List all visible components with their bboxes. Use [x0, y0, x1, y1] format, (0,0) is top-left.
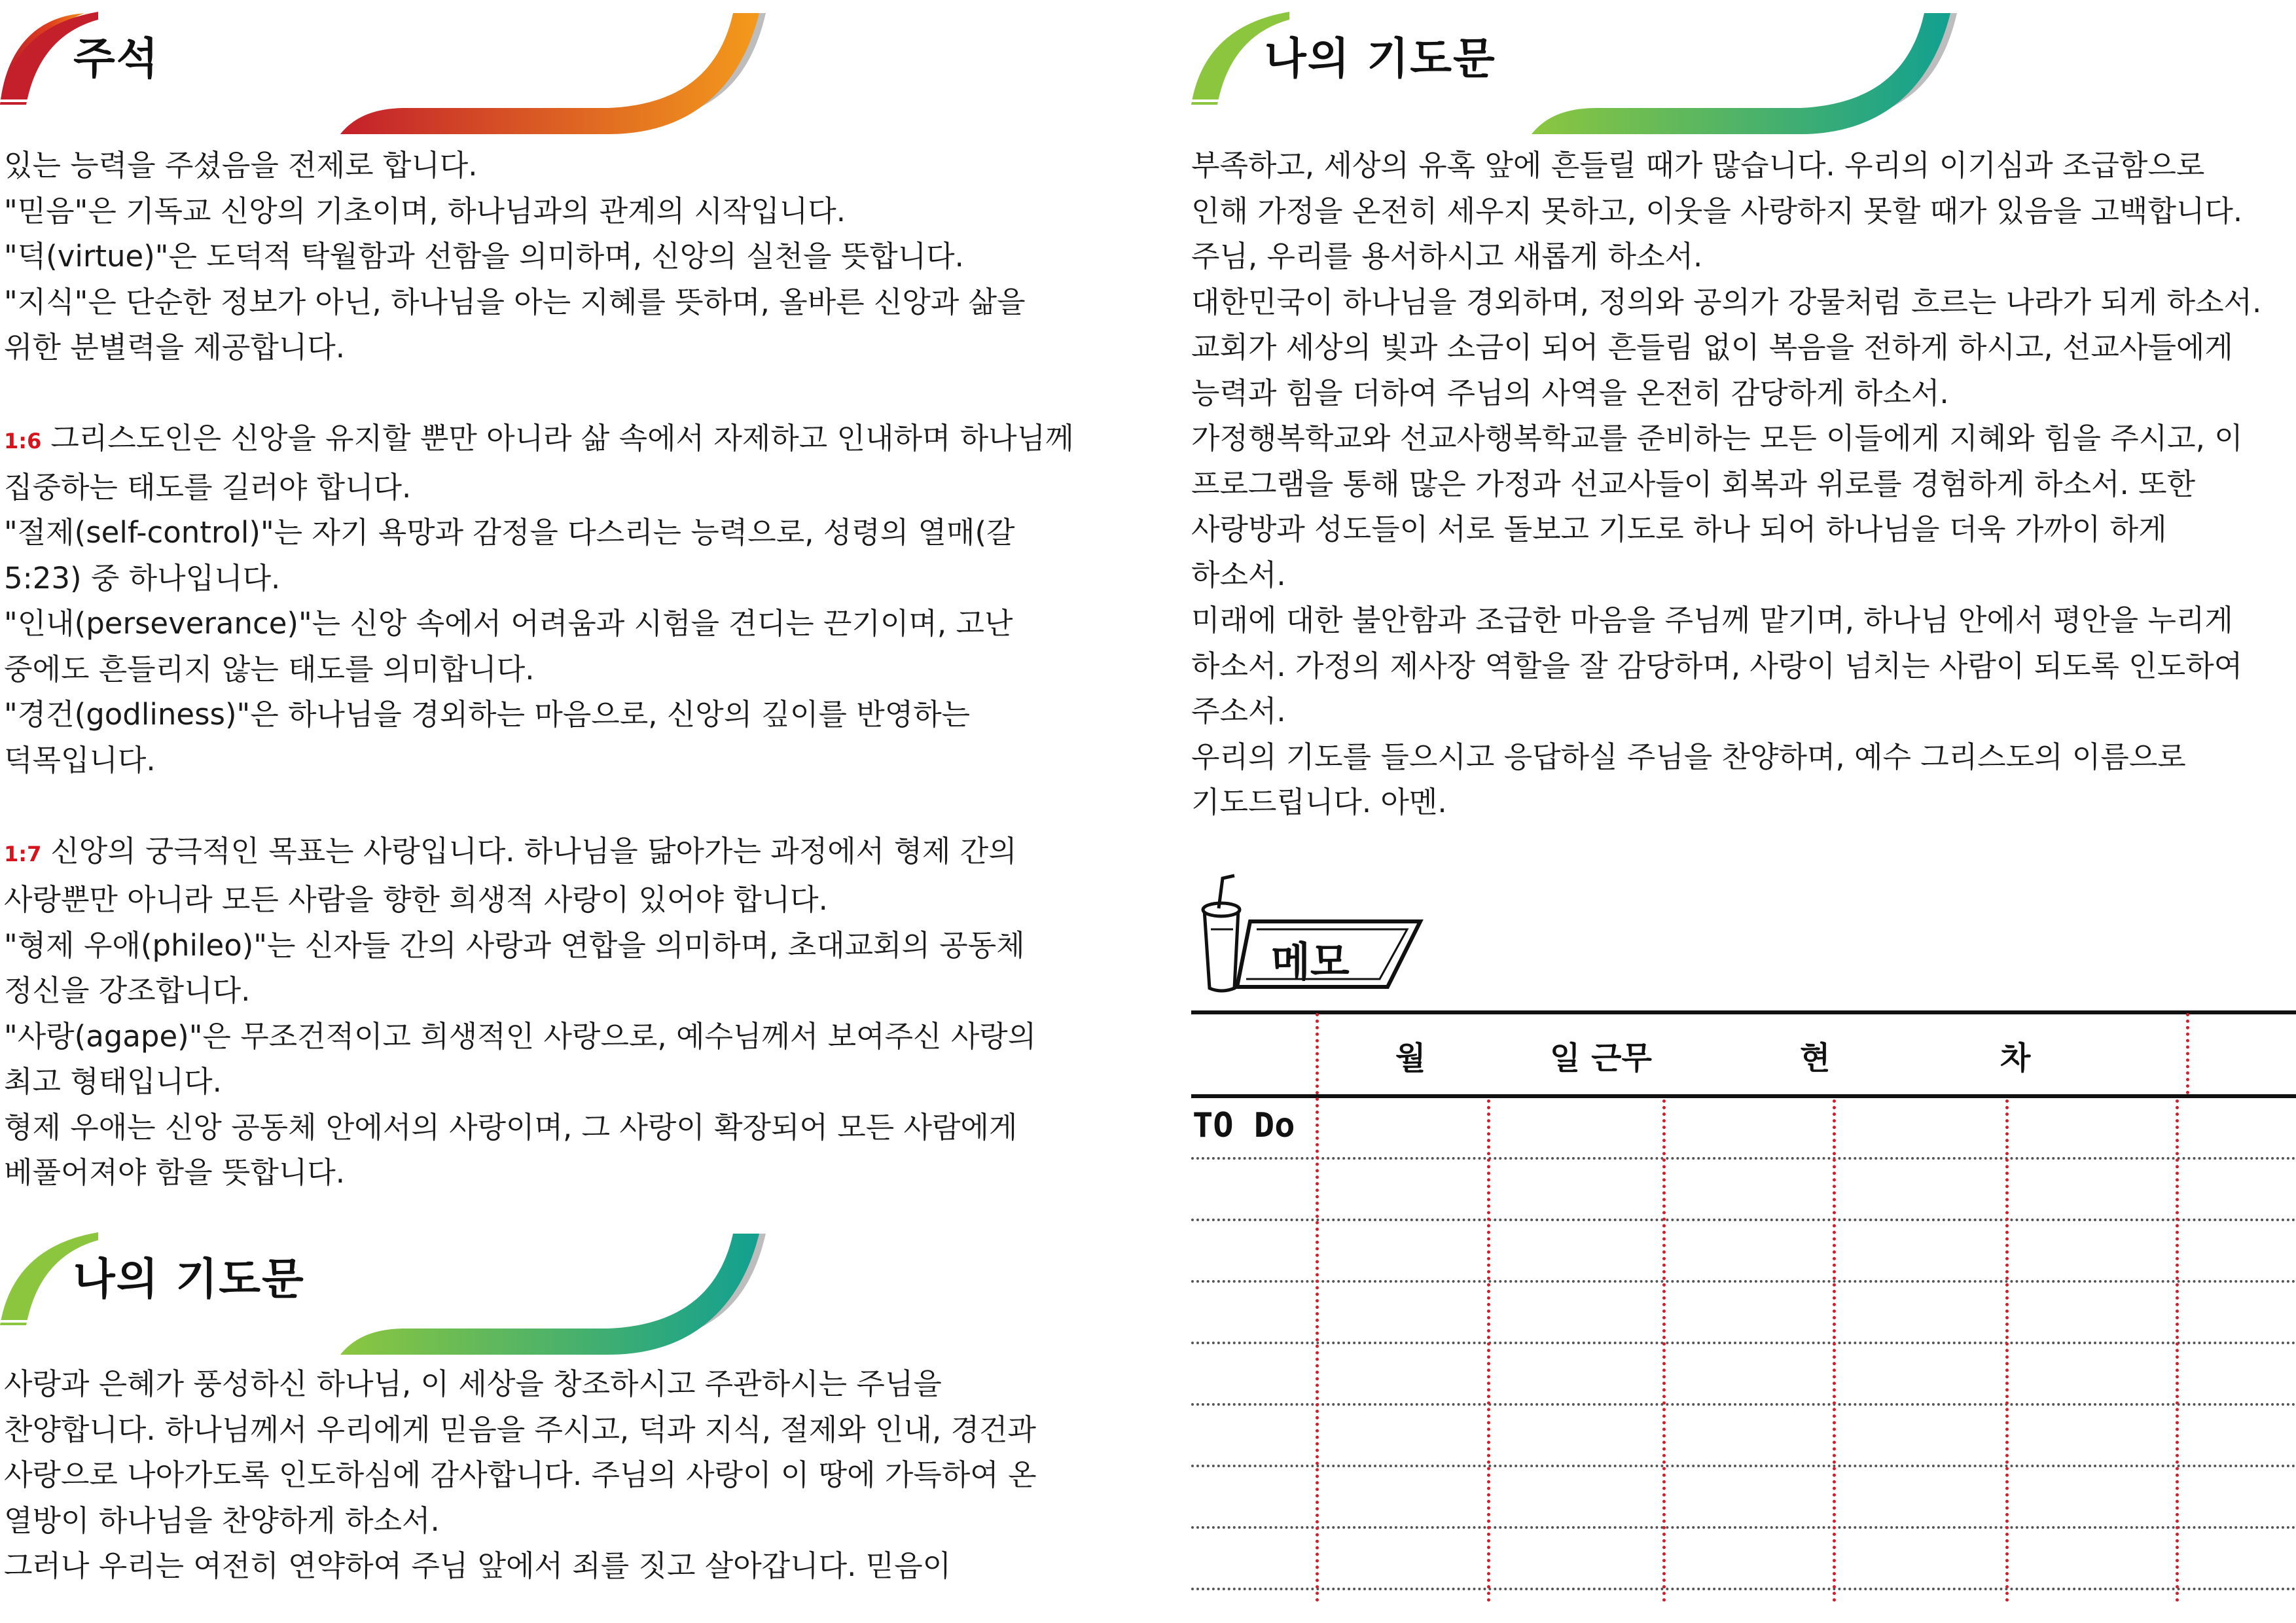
text-line: "믿음"은 기독교 신앙의 기초이며, 하나님과의 관계의 시작입니다. — [4, 193, 846, 228]
text-line: 하소서. 가정의 제사장 역할을 잘 감당하며, 사랑이 넘치는 사람이 되도록 인도하여 — [1191, 648, 2243, 683]
text-line: 집중하는 태도를 길러야 합니다. — [4, 469, 412, 505]
text-line: 사랑과 은혜가 풍성하신 하나님, 이 세상을 창조하시고 주관하시는 주님을 — [4, 1366, 942, 1401]
text-line: "덕(virtue)"은 도덕적 탁월함과 선함을 의미하며, 신앙의 실천을 뜻합니다. — [4, 239, 964, 274]
text-line: 덕목입니다. — [4, 742, 156, 777]
verse-number: 1:6 — [4, 429, 42, 454]
memo-header-day-work: 일 근무 — [1550, 1040, 1652, 1077]
text-line: "경건(godliness)"은 하나님을 경외하는 마음으로, 신앙의 깊이를 반영하는 — [4, 697, 971, 732]
text-line: 찬양합니다. 하나님께서 우리에게 믿음을 주시고, 덕과 지식, 절제와 인내, 경건과 — [4, 1412, 1036, 1447]
text-line: 부족하고, 세상의 유혹 앞에 흔들릴 때가 많습니다. 우리의 이기심과 조급함으로 — [1191, 148, 2205, 183]
memo-header-rule — [1191, 1094, 2296, 1098]
text-line: 대한민국이 하나님을 경외하며, 정의와 공의가 강물처럼 흐르는 나라가 되게 하소서. — [1191, 284, 2262, 319]
prayer-banner-left — [0, 1221, 785, 1351]
memo-column-divider — [1316, 1013, 1319, 1602]
memo-header-month: 월 — [1395, 1040, 1426, 1077]
text-line: "인내(perseverance)"는 신앙 속에서 어려움과 시험을 견디는 끈기이며, 고난 — [4, 606, 1013, 641]
prayer-title-right: 나의 기도문 — [1265, 33, 1496, 84]
prayer-body-right — [1191, 143, 2261, 825]
text-line: 위한 분별력을 제공합니다. — [4, 330, 346, 365]
annotation-body — [4, 143, 1074, 1196]
verse-7-line — [4, 829, 1074, 878]
memo-column-divider — [2005, 1099, 2009, 1602]
memo-row-line — [1191, 1588, 2296, 1590]
memo-top-rule — [1191, 1010, 2296, 1014]
text-line: 사랑으로 나아가도록 인도하심에 감사합니다. 주님의 사랑이 이 땅에 가득하여 온 — [4, 1457, 1037, 1492]
text-line: 사랑뿐만 아니라 모든 사람을 향한 희생적 사랑이 있어야 합니다. — [4, 882, 828, 917]
memo-column-divider — [1833, 1099, 1836, 1602]
text-line: "절제(self-control)"는 자기 욕망과 감정을 다스리는 능력으로, 성령의 열매(갈 — [4, 515, 1015, 550]
text-line: 가정행복학교와 선교사행복학교를 준비하는 모든 이들에게 지혜와 힘을 주시고, 이 — [1191, 421, 2243, 455]
text-line: 형제 우애는 신앙 공동체 안에서의 사랑이며, 그 사랑이 확장되어 모든 사람에게 — [4, 1109, 1018, 1145]
text-line: 주소서. — [1191, 694, 1286, 728]
annotation-banner — [0, 0, 785, 131]
memo-section — [1191, 864, 2296, 1623]
text-line: 우리의 기도를 들으시고 응답하실 주님을 찬양하며, 예수 그리스도의 이름으로 — [1191, 739, 2186, 774]
prayer-title-left: 나의 기도문 — [73, 1254, 305, 1304]
text-line: 베풀어져야 함을 뜻합니다. — [4, 1155, 346, 1190]
text-line: 5:23) 중 하나입니다. — [4, 560, 281, 596]
memo-row-line — [1191, 1465, 2296, 1467]
text-line: 인해 가정을 온전히 세우지 못하고, 이웃을 사랑하지 못할 때가 있음을 고백합니다. — [1191, 193, 2243, 228]
memo-header-diff: 차 — [2000, 1040, 2031, 1077]
annotation-title: 주석 — [73, 33, 160, 84]
text-line: 프로그램을 통해 많은 가정과 선교사들이 회복과 위로를 경험하게 하소서. 또한 — [1191, 466, 2196, 501]
verse-6-line — [4, 416, 1074, 465]
text-line: 그러나 우리는 여전히 연약하여 주님 앞에서 죄를 짓고 살아갑니다. 믿음이 — [4, 1548, 952, 1583]
text-line: "지식"은 단순한 정보가 아닌, 하나님을 아는 지혜를 뜻하며, 올바른 신앙과 삶을 — [4, 284, 1026, 319]
verse-number: 1:7 — [4, 841, 42, 866]
text-line: 최고 형태입니다. — [4, 1064, 222, 1099]
text-line: 교회가 세상의 빛과 소금이 되어 흔들림 없이 복음을 전하게 하시고, 선교사들에게 — [1191, 330, 2233, 365]
text-line: 있는 능력을 주셨음을 전제로 합니다. — [4, 148, 478, 183]
memo-row-line — [1191, 1403, 2296, 1406]
memo-column-divider — [1487, 1099, 1490, 1602]
memo-row-line — [1191, 1157, 2296, 1160]
memo-column-divider — [2186, 1013, 2189, 1094]
text-line: 그리스도인은 신앙을 유지할 뿐만 아니라 삶 속에서 자제하고 인내하며 하나님께 — [50, 421, 1074, 455]
text-line: 신앙의 궁극적인 목표는 사랑입니다. 하나님을 닮아가는 과정에서 형제 간의 — [50, 833, 1017, 868]
memo-column-divider — [2176, 1099, 2179, 1602]
memo-row-line — [1191, 1526, 2296, 1529]
text-line: 주님, 우리를 용서하시고 새롭게 하소서. — [1191, 239, 1703, 274]
prayer-banner-right — [1191, 0, 1977, 131]
memo-header-current: 현 — [1800, 1040, 1831, 1077]
text-line: "형제 우애(phileo)"는 신자들 간의 사랑과 연합을 의미하며, 초대교회의 공동체 — [4, 927, 1025, 963]
memo-row-line — [1191, 1280, 2296, 1283]
memo-row-line — [1191, 1342, 2296, 1344]
text-line: 하소서. — [1191, 557, 1286, 592]
prayer-body-left — [4, 1361, 1037, 1589]
text-line: "사랑(agape)"은 무조건적이고 희생적인 사랑으로, 예수님께서 보여주신 사랑의 — [4, 1018, 1037, 1054]
text-line: 중에도 흔들리지 않는 태도를 의미합니다. — [4, 651, 535, 687]
todo-label: TO Do — [1193, 1106, 1295, 1145]
text-line: 능력과 힘을 더하여 주님의 사역을 온전히 감당하게 하소서. — [1191, 375, 1949, 410]
text-line: 미래에 대한 불안함과 조급한 마음을 주님께 맡기며, 하나님 안에서 평안을 누리게 — [1191, 603, 2233, 637]
text-line: 정신을 강조합니다. — [4, 973, 251, 1008]
text-line: 사랑방과 성도들이 서로 돌보고 기도로 하나 되어 하나님을 더욱 가까이 하게 — [1191, 512, 2167, 546]
memo-column-divider — [1662, 1099, 1666, 1602]
text-line: 기도드립니다. 아멘. — [1191, 785, 1447, 819]
memo-title: 메모 — [1271, 938, 1350, 986]
memo-row-line — [1191, 1219, 2296, 1221]
text-line: 열방이 하나님을 찬양하게 하소서. — [4, 1503, 440, 1538]
